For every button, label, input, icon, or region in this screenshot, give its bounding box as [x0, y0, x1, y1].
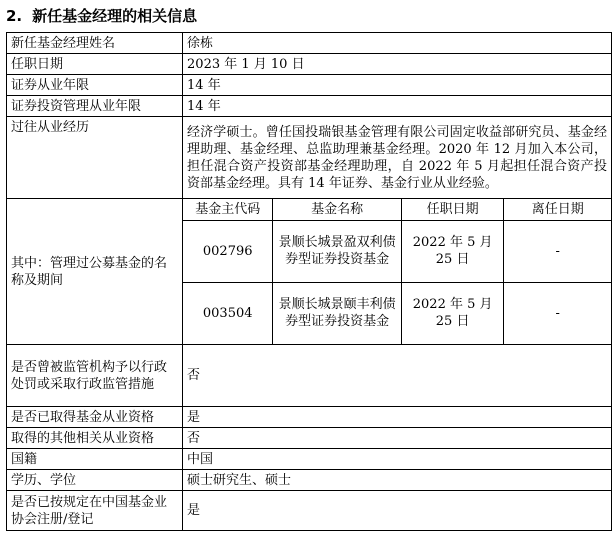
fund-end-date: - [504, 220, 611, 282]
table-row [7, 491, 612, 531]
fund-end-date: - [504, 282, 611, 344]
row-label-other-qualification: 取得的其他相关从业资格 [7, 428, 183, 449]
fund-code: 002796 [183, 220, 273, 282]
funds-header-start: 任职日期 [401, 199, 504, 220]
section-heading [6, 4, 606, 28]
section-title: 新任基金经理的相关信息 [32, 7, 198, 25]
table-row [7, 345, 612, 407]
row-value-start-date: 2023 年 1 月 10 日 [183, 54, 612, 75]
table-row [7, 449, 612, 470]
funds-cell [183, 199, 612, 345]
table-row [7, 33, 612, 54]
table-row [7, 75, 612, 96]
row-label-start-date: 任职日期 [7, 54, 183, 75]
row-label-name: 新任基金经理姓名 [7, 33, 183, 54]
table-row [7, 470, 612, 491]
fund-name: 景顺长城景盈双利债券型证券投资基金 [273, 220, 401, 282]
funds-header-row [183, 199, 611, 220]
row-label-registered: 是否已按规定在中国基金业协会注册/登记 [7, 491, 183, 531]
row-label-nationality: 国籍 [7, 449, 183, 470]
funds-table [183, 199, 611, 344]
row-label-investment-years: 证券投资管理从业年限 [7, 96, 183, 117]
table-row [7, 117, 612, 199]
funds-row [183, 282, 611, 344]
row-label-funds: 其中：管理过公募基金的名称及期间 [7, 199, 183, 345]
row-label-education: 学历、学位 [7, 470, 183, 491]
fund-code: 003504 [183, 282, 273, 344]
table-row [7, 54, 612, 75]
row-value-securities-years: 14 年 [183, 75, 612, 96]
row-label-securities-years: 证券从业年限 [7, 75, 183, 96]
manager-info-table [6, 32, 612, 531]
section-number: 2. [6, 7, 23, 25]
funds-row [183, 220, 611, 282]
funds-header-name: 基金名称 [273, 199, 401, 220]
row-label-qualification: 是否已取得基金从业资格 [7, 407, 183, 428]
row-value-registered: 是 [183, 491, 612, 531]
row-value-investment-years: 14 年 [183, 96, 612, 117]
fund-start-date: 2022 年 5 月 25 日 [401, 220, 504, 282]
fund-name: 景顺长城景颐丰利债券型证券投资基金 [273, 282, 401, 344]
row-label-penalty: 是否曾被监管机构予以行政处罚或采取行政监管措施 [7, 345, 183, 407]
table-row [7, 428, 612, 449]
row-value-penalty: 否 [183, 345, 612, 407]
row-value-name: 徐栋 [183, 33, 612, 54]
row-value-qualification: 是 [183, 407, 612, 428]
table-row [7, 407, 612, 428]
row-label-experience: 过往从业经历 [7, 117, 183, 199]
funds-header-end: 离任日期 [504, 199, 611, 220]
row-value-nationality: 中国 [183, 449, 612, 470]
table-row [7, 199, 612, 345]
row-value-education: 硕士研究生、硕士 [183, 470, 612, 491]
row-value-other-qualification: 否 [183, 428, 612, 449]
fund-start-date: 2022 年 5 月 25 日 [401, 282, 504, 344]
table-row [7, 96, 612, 117]
funds-header-code: 基金主代码 [183, 199, 273, 220]
row-value-experience: 经济学硕士。曾任国投瑞银基金管理有限公司固定收益部研究员、基金经理助理、基金经理、总监助理兼基金经理。2020 年 12 月加入本公司，担任混合资产投资部基金经理助理，自 2022 年 5 月起担任混合资产投资部基金经理。具有 14 年证券、基金行业从业经验。 [183, 117, 612, 199]
